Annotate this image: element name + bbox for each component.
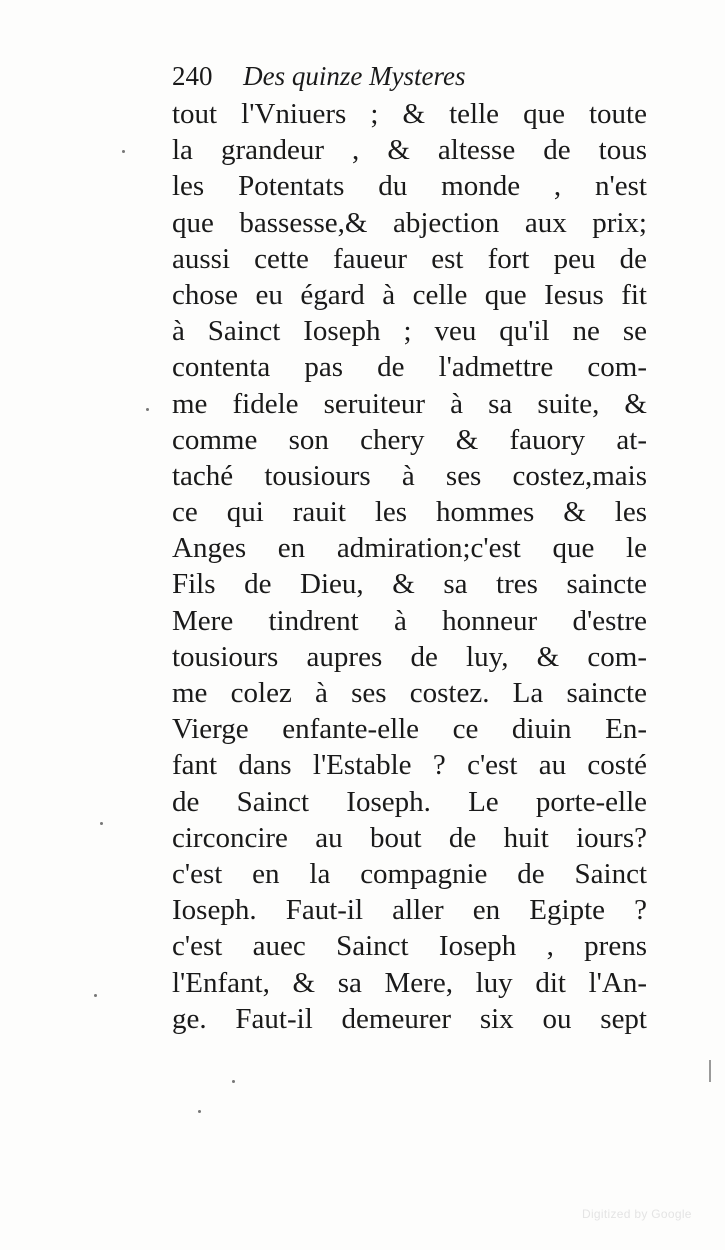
text-line: c'est en la compagnie de Sainct [172,857,647,890]
text-line: la grandeur , & altesse de tous [172,134,647,167]
text-line: Vierge enfante-elle ce diuin En- [172,713,647,746]
text-line: taché tousiours à ses costez,mais [172,459,647,492]
text-line: Mere tindrent à honneur d'estre [172,604,647,637]
text-line: Fils de Dieu, & sa tres saincte [172,568,647,601]
text-line: de Sainct Ioseph. Le porte-elle [172,785,647,818]
scan-speck [146,408,149,411]
text-line: l'Enfant, & sa Mere, luy dit l'An- [172,966,647,999]
running-title: Des quinze Mysteres [243,61,466,91]
page-number: 240 [172,61,213,91]
text-line: tousiours aupres de luy, & com- [172,640,647,673]
text-line: me fidele seruiteur à sa suite, & [172,387,647,420]
running-head [172,58,466,95]
body-text [172,96,647,1037]
text-line: ce qui rauit les hommes & les [172,496,647,529]
scan-speck [198,1110,201,1113]
text-line: Anges en admiration;c'est que le [172,532,647,565]
text-line: chose eu égard à celle que Iesus fit [172,278,647,311]
scan-speck [94,994,97,997]
text-line: fant dans l'Estable ? c'est au costé [172,749,647,782]
text-line: c'est auec Sainct Ioseph , prens [172,930,647,963]
scan-speck [122,150,125,153]
text-line: circoncire au bout de huit iours? [172,821,647,854]
text-line: aussi cette faueur est fort peu de [172,242,647,275]
text-line: contenta pas de l'admettre com- [172,351,647,384]
text-line: me colez à ses costez. La saincte [172,677,647,709]
scan-speck [232,1080,235,1083]
watermark: Digitized by Google [582,1207,692,1221]
text-line: Ioseph. Faut-il aller en Egipte ? [172,894,647,927]
text-line: que bassesse,& abjection aux prix; [172,206,647,239]
text-line: comme son chery & fauory at- [172,423,647,456]
scan-speck [100,822,103,825]
text-line: à Sainct Ioseph ; veu qu'il ne se [172,315,647,348]
text-line: tout l'Vniuers ; & telle que toute [172,98,647,130]
text-line: ge. Faut-il demeurer six ou sept [172,1002,647,1035]
text-line: les Potentats du monde , n'est [172,170,647,203]
page-edge-mark [709,1060,711,1082]
